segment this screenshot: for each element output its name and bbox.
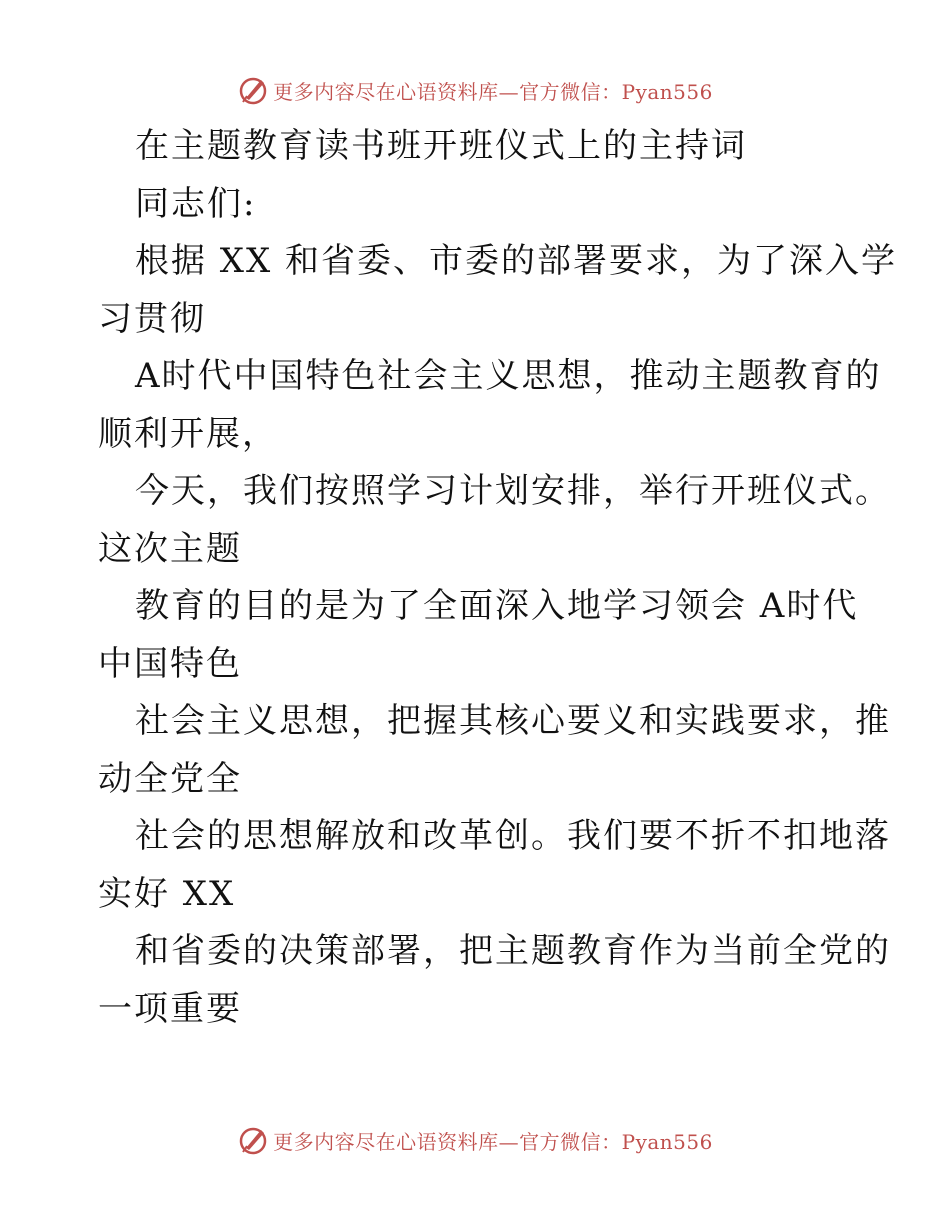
text-line: 习贯彻: [98, 298, 206, 339]
footer-banner: [0, 1120, 950, 1160]
text-line: A时代中国特色社会主义思想，推动主题教育的: [135, 356, 882, 396]
banner-text: 更多内容尽在心语资料库—官方微信：Pyan556: [273, 79, 713, 104]
text-line: 根据 XX 和省委、市委的部署要求，为了深入学: [135, 241, 898, 281]
text-line: 动全党全: [98, 758, 242, 799]
text-line: 一项重要: [98, 988, 242, 1029]
text-line: 和省委的决策部署，把主题教育作为当前全党的: [135, 931, 891, 971]
text-line: 社会主义思想，把握其核心要义和实践要求，推: [135, 701, 891, 741]
text-line: 教育的目的是为了全面深入地学习领会 A时代: [135, 586, 859, 626]
text-line: 实好 XX: [98, 873, 236, 914]
document-body: [98, 118, 898, 1038]
text-line: 这次主题: [98, 528, 242, 569]
document-title: 在主题教育读书班开班仪式上的主持词: [135, 126, 747, 166]
quill-pen-logo-icon: [237, 1124, 269, 1156]
header-banner: [0, 70, 950, 110]
text-line: 社会的思想解放和改革创。我们要不折不扣地落: [135, 816, 891, 856]
text-line: 顺利开展，: [98, 413, 278, 454]
text-line: 同志们:: [135, 183, 257, 224]
text-line: 中国特色: [98, 643, 242, 684]
banner-text: 更多内容尽在心语资料库—官方微信：Pyan556: [273, 1129, 713, 1154]
quill-pen-logo-icon: [237, 74, 269, 106]
text-line: 今天，我们按照学习计划安排，举行开班仪式。: [135, 471, 891, 511]
